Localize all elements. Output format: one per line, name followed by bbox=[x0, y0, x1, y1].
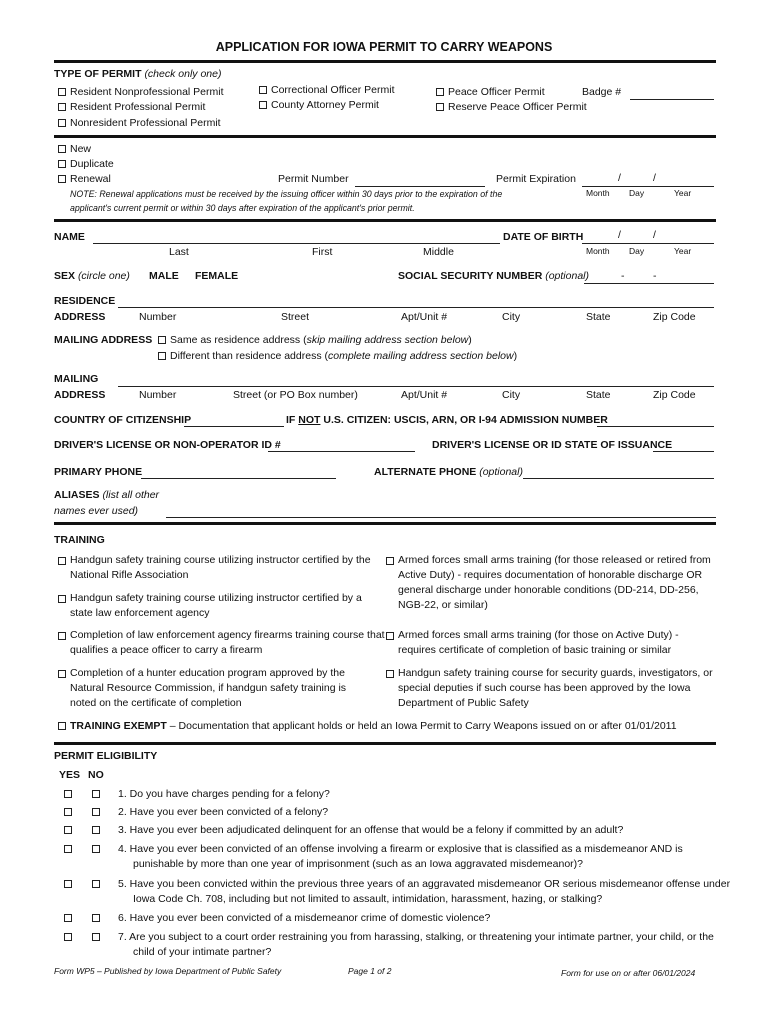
permit-option-reserve-peace-officer[interactable] bbox=[436, 101, 587, 113]
q1-no-checkbox[interactable] bbox=[92, 790, 100, 798]
checkbox[interactable] bbox=[58, 119, 66, 127]
training-state-le-checkbox[interactable] bbox=[58, 595, 66, 603]
ssn-separator: - bbox=[621, 270, 625, 282]
alt-phone-field[interactable] bbox=[523, 478, 714, 479]
mailing-same-option[interactable]: Same as residence address (skip mailing address section below) bbox=[158, 334, 472, 346]
address-caption: City bbox=[502, 311, 521, 323]
permit-expiration-label: Permit Expiration bbox=[496, 173, 576, 185]
address-caption: Apt/Unit # bbox=[401, 389, 448, 401]
option-label-italic: complete mailing address section below bbox=[327, 350, 514, 362]
last-caption: Last bbox=[169, 246, 189, 258]
sex-female-option[interactable]: FEMALE bbox=[195, 270, 239, 282]
sex-label-text: SEX bbox=[54, 270, 76, 282]
uscis-field[interactable] bbox=[597, 426, 714, 427]
checkbox[interactable] bbox=[436, 88, 444, 96]
eligibility-question: 3. Have you ever been adjudicated delinquent for an offense that would be a felony if committed by an adult? bbox=[118, 824, 624, 836]
q4-yes-checkbox[interactable] bbox=[64, 845, 72, 853]
citizenship-field[interactable] bbox=[184, 426, 284, 427]
year-caption: Year bbox=[674, 246, 692, 256]
training-armed-forces-retired-text: Armed forces small arms training (for those released or retired from Active Duty) - requires documentation of honorable discharge OR general discharge under honorable conditions (DD-214, DD-256, NGB-22, or similar) bbox=[398, 554, 711, 611]
day-caption: Day bbox=[629, 188, 645, 198]
dl-label: DRIVER'S LICENSE OR NON-OPERATOR ID # bbox=[54, 439, 281, 451]
training-security-guard-text: Handgun safety training course for security guards, investigators, or special deputies if such course has been approved by the Iowa Department of Public Safety bbox=[398, 667, 713, 709]
checkbox[interactable] bbox=[58, 722, 66, 730]
app-type-renewal[interactable] bbox=[58, 173, 111, 185]
checkbox[interactable] bbox=[259, 101, 267, 109]
eligibility-question: 4. Have you ever been convicted of an offense involving a firearm or explosive that is classified as a misdemeanor AND is punishable by more than one year of imprisonment (such as an Iowa aggravated misdemeanor)? bbox=[118, 843, 683, 870]
address-caption: Street (or PO Box number) bbox=[233, 389, 358, 401]
mailing-label: ADDRESS bbox=[54, 389, 106, 401]
year-caption: Year bbox=[674, 188, 692, 198]
ssn-note: (optional) bbox=[545, 270, 589, 282]
aliases-label bbox=[54, 489, 159, 501]
app-type-new[interactable] bbox=[58, 143, 91, 155]
badge-field[interactable] bbox=[630, 99, 714, 100]
permit-option-nonresident-professional[interactable] bbox=[58, 117, 221, 129]
training-hunter-ed-text: Completion of a hunter education program approved by the Natural Resource Commission, if handgun safety training is noted on the certificate of completion bbox=[70, 667, 347, 709]
dob-field[interactable] bbox=[582, 243, 714, 244]
dl-state-label: DRIVER'S LICENSE OR ID STATE OF ISSUANCE bbox=[432, 439, 673, 451]
sex-note: (circle one) bbox=[77, 270, 130, 282]
divider bbox=[54, 60, 716, 63]
residence-label: RESIDENCE bbox=[54, 295, 116, 307]
q5-no-checkbox[interactable] bbox=[92, 880, 100, 888]
option-label: Duplicate bbox=[70, 158, 114, 170]
address-caption: Zip Code bbox=[653, 389, 696, 401]
training-exempt-label: TRAINING EXEMPT bbox=[70, 720, 167, 732]
primary-phone-label: PRIMARY PHONE bbox=[54, 466, 143, 478]
yes-header: YES bbox=[59, 769, 81, 781]
renewal-note: NOTE: Renewal applications must be received by the issuing officer within 30 days prior to the expiration of the bbox=[70, 189, 503, 199]
mailing-different-option[interactable]: Different than residence address (complete mailing address section below) bbox=[158, 350, 517, 362]
app-type-duplicate[interactable] bbox=[58, 158, 114, 170]
footer-effective-date: Form for use on or after 06/01/2024 bbox=[561, 968, 696, 978]
alt-phone-note: (optional) bbox=[479, 466, 523, 478]
address-caption: State bbox=[586, 311, 611, 323]
training-security-guard-checkbox[interactable] bbox=[386, 670, 394, 678]
sex-label bbox=[54, 270, 130, 282]
permit-number-label: Permit Number bbox=[278, 173, 349, 185]
ssn-field[interactable] bbox=[584, 283, 714, 284]
checkbox[interactable] bbox=[58, 145, 66, 153]
q2-yes-checkbox[interactable] bbox=[64, 808, 72, 816]
alt-phone-label-text: ALTERNATE PHONE bbox=[374, 466, 477, 478]
residence-address-field[interactable] bbox=[118, 307, 714, 308]
permit-expiration-field[interactable] bbox=[582, 186, 714, 187]
no-header: NO bbox=[88, 769, 104, 781]
training-armed-forces-active-text: Armed forces small arms training (for those on Active Duty) - requires certificate of completion of basic training or similar bbox=[398, 629, 679, 656]
training-armed-forces-retired-checkbox[interactable] bbox=[386, 557, 394, 565]
address-caption: City bbox=[502, 389, 521, 401]
divider bbox=[54, 219, 716, 222]
q1-yes-checkbox[interactable] bbox=[64, 790, 72, 798]
dl-state-field[interactable] bbox=[653, 451, 714, 452]
if-text: IF bbox=[286, 414, 296, 426]
training-exempt-text: – Documentation that applicant holds or held an Iowa Permit to Carry Weapons issued on or after 01/01/2011 bbox=[166, 720, 677, 732]
footer-form-id: Form WP5 – Published by Iowa Department of Public Safety bbox=[54, 966, 282, 976]
ssn-separator: - bbox=[653, 270, 657, 282]
permit-option-resident-professional[interactable] bbox=[58, 101, 205, 113]
q5-yes-checkbox[interactable] bbox=[64, 880, 72, 888]
month-caption: Month bbox=[586, 246, 610, 256]
citizenship-label: COUNTRY OF CITIZENSHIP bbox=[54, 414, 192, 426]
option-label: New bbox=[70, 143, 92, 155]
name-field[interactable] bbox=[93, 243, 500, 244]
month-caption: Month bbox=[586, 188, 610, 198]
training-armed-forces-active-checkbox[interactable] bbox=[386, 632, 394, 640]
option-label-italic: skip mailing address section below bbox=[306, 334, 469, 346]
training-heading: TRAINING bbox=[54, 534, 105, 546]
q3-yes-checkbox[interactable] bbox=[64, 826, 72, 834]
checkbox[interactable] bbox=[58, 88, 66, 96]
date-separator: / bbox=[653, 229, 656, 241]
dob-label: DATE OF BIRTH bbox=[503, 231, 584, 243]
checkbox[interactable] bbox=[58, 103, 66, 111]
eligibility-question: 1. Do you have charges pending for a felony? bbox=[118, 788, 330, 800]
training-hunter-ed-checkbox[interactable] bbox=[58, 670, 66, 678]
mailing-address-label: MAILING ADDRESS bbox=[54, 334, 153, 346]
first-caption: First bbox=[312, 246, 333, 258]
address-caption: Zip Code bbox=[653, 311, 696, 323]
checkbox[interactable] bbox=[58, 160, 66, 168]
permit-number-field[interactable] bbox=[355, 186, 485, 187]
type-of-permit-note: (check only one) bbox=[144, 68, 222, 80]
sex-male-option[interactable]: MALE bbox=[149, 270, 179, 282]
aliases-note: names ever used) bbox=[54, 505, 139, 517]
uscis-label bbox=[286, 414, 608, 426]
eligibility-heading: PERMIT ELIGIBILITY bbox=[54, 750, 158, 762]
page-title: APPLICATION FOR IOWA PERMIT TO CARRY WEAPONS bbox=[215, 40, 553, 54]
mailing-label: MAILING bbox=[54, 373, 99, 385]
checkbox[interactable] bbox=[58, 175, 66, 183]
mailing-address-field[interactable] bbox=[118, 386, 714, 387]
option-label: County Attorney Permit bbox=[271, 99, 379, 111]
eligibility-question: 7. Are you subject to a court order restraining you from harassing, stalking, or threatening your intimate partner, your child, or the child of your intimate partner? bbox=[118, 931, 714, 958]
dl-field[interactable] bbox=[268, 451, 415, 452]
option-label: Resident Nonprofessional Permit bbox=[70, 86, 224, 98]
alt-phone-label bbox=[374, 466, 523, 478]
type-of-permit-heading bbox=[54, 68, 221, 80]
training-nra-text: Handgun safety training course utilizing instructor certified by the National Rifle Association bbox=[70, 554, 371, 581]
not-text: NOT bbox=[298, 414, 321, 426]
training-nra-checkbox[interactable] bbox=[58, 557, 66, 565]
q3-no-checkbox[interactable] bbox=[92, 826, 100, 834]
name-label: NAME bbox=[54, 231, 85, 243]
address-caption: State bbox=[586, 389, 611, 401]
address-caption: Number bbox=[139, 389, 177, 401]
eligibility-question: 6. Have you ever been convicted of a misdemeanor crime of domestic violence? bbox=[118, 912, 491, 924]
option-label: Nonresident Professional Permit bbox=[70, 117, 221, 129]
ssn-label bbox=[398, 270, 589, 282]
training-state-le-text: Handgun safety training course utilizing instructor certified by a state law enforcement agency bbox=[70, 592, 362, 619]
option-label: Correctional Officer Permit bbox=[271, 84, 395, 96]
checkbox[interactable] bbox=[436, 103, 444, 111]
address-caption: Street bbox=[281, 311, 310, 323]
residence-label: ADDRESS bbox=[54, 311, 106, 323]
eligibility-question: 5. Have you been convicted within the previous three years of an aggravated misdemeanor OR serious misdemeanor offense under Iowa Code Ch. 708, including but not limited to assault, intimidation, harassment, hazing, or stalking? bbox=[118, 878, 731, 905]
day-caption: Day bbox=[629, 246, 645, 256]
date-separator: / bbox=[618, 229, 621, 241]
checkbox[interactable] bbox=[158, 336, 166, 344]
q6-no-checkbox[interactable] bbox=[92, 914, 100, 922]
divider bbox=[54, 135, 716, 138]
training-exempt-option[interactable] bbox=[58, 720, 677, 732]
aliases-note: (list all other bbox=[102, 489, 160, 501]
permit-option-peace-officer[interactable] bbox=[436, 86, 545, 98]
badge-label: Badge # bbox=[582, 86, 622, 98]
checkbox[interactable] bbox=[259, 86, 267, 94]
uscis-text: U.S. CITIZEN: USCIS, ARN, OR I-94 ADMISSION NUMBER bbox=[323, 414, 608, 426]
eligibility-question: 2. Have you ever been convicted of a felony? bbox=[118, 806, 329, 818]
q6-yes-checkbox[interactable] bbox=[64, 914, 72, 922]
ssn-label-text: SOCIAL SECURITY NUMBER bbox=[398, 270, 543, 282]
option-label: Same as residence address ( bbox=[170, 334, 307, 346]
option-label: Reserve Peace Officer Permit bbox=[448, 101, 587, 113]
option-label: Resident Professional Permit bbox=[70, 101, 206, 113]
aliases-label-text: ALIASES bbox=[54, 489, 100, 501]
type-of-permit-label: TYPE OF PERMIT bbox=[54, 68, 142, 80]
q7-no-checkbox[interactable] bbox=[92, 933, 100, 941]
middle-caption: Middle bbox=[423, 246, 454, 258]
address-caption: Apt/Unit # bbox=[401, 311, 448, 323]
q2-no-checkbox[interactable] bbox=[92, 808, 100, 816]
permit-option-correctional-officer[interactable] bbox=[259, 84, 395, 96]
renewal-note: applicant's current permit or within 30 days after expiration of the applicant's prior permit. bbox=[70, 203, 415, 213]
q7-yes-checkbox[interactable] bbox=[64, 933, 72, 941]
date-separator: / bbox=[653, 172, 656, 184]
aliases-field[interactable] bbox=[166, 517, 716, 518]
primary-phone-field[interactable] bbox=[141, 478, 336, 479]
permit-option-resident-nonprofessional[interactable] bbox=[58, 86, 224, 98]
option-label: Different than residence address ( bbox=[170, 350, 328, 362]
footer-page-number: Page 1 of 2 bbox=[348, 966, 392, 976]
training-le-agency-text: Completion of law enforcement agency firearms training course that qualifies a peace officer to carry a firearm bbox=[70, 629, 385, 656]
q4-no-checkbox[interactable] bbox=[92, 845, 100, 853]
divider bbox=[54, 742, 716, 745]
option-label: Peace Officer Permit bbox=[448, 86, 545, 98]
permit-option-county-attorney[interactable] bbox=[259, 99, 379, 111]
option-label: Renewal bbox=[70, 173, 111, 185]
address-caption: Number bbox=[139, 311, 177, 323]
date-separator: / bbox=[618, 172, 621, 184]
checkbox[interactable] bbox=[158, 352, 166, 360]
divider bbox=[54, 522, 716, 525]
training-le-agency-checkbox[interactable] bbox=[58, 632, 66, 640]
